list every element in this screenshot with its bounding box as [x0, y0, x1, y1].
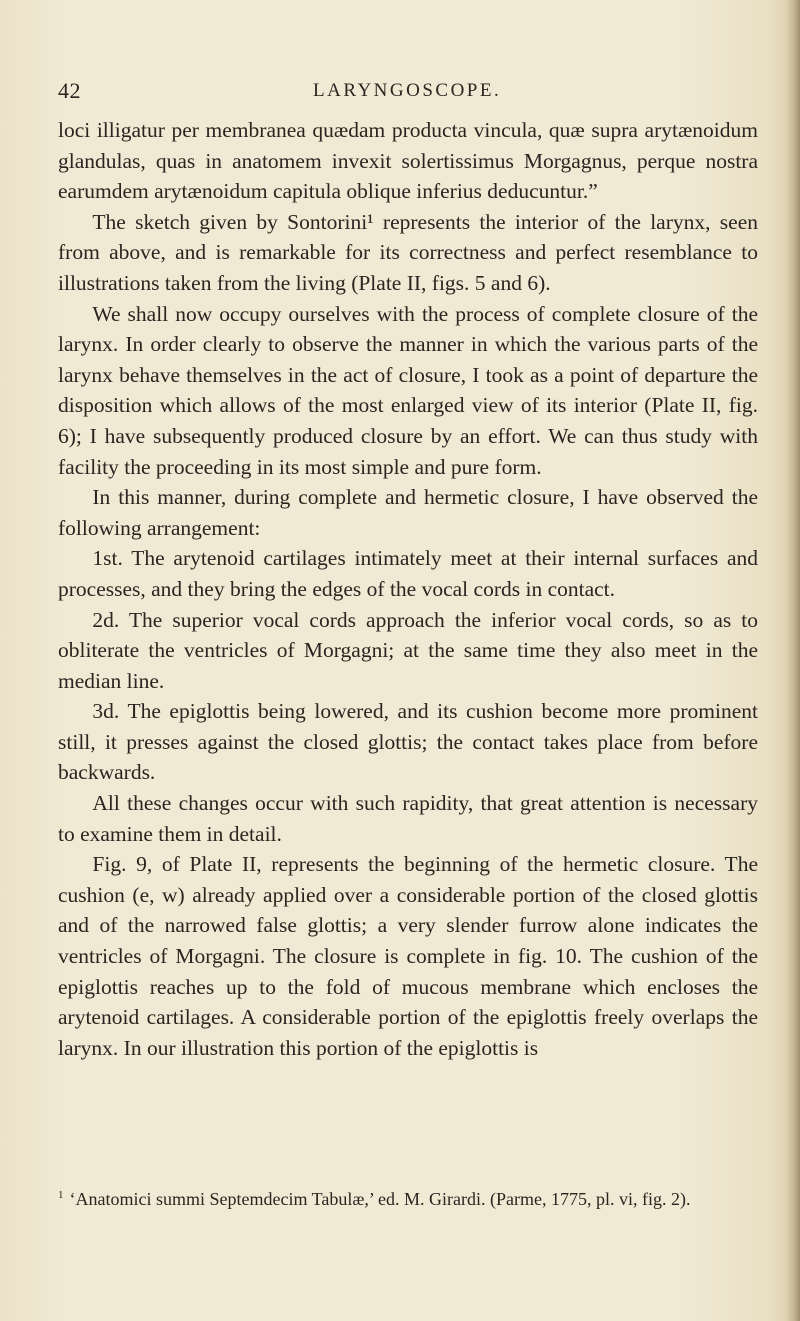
paragraph-quote-continuation: loci illigatur per membranea quædam producta vincula, quæ supra arytænoidum glandulas, quas in anatomem invexit solertissimus Morgagnus, perque nostra earumdem arytænoidum capitula oblique inferius deducuntur.”: [58, 118, 758, 204]
body-text: [58, 115, 758, 1063]
paragraph-rapidity: All these changes occur with such rapidity, that great attention is necessary to examine them in detail.: [58, 791, 758, 846]
page-header: [58, 78, 748, 108]
paragraph-fig-nine: Fig. 9, of Plate II, represents the beginning of the hermetic closure. The cushion (e, w) already applied over a considerable portion of the closed glottis and of the narrowed false glottis; a very slender furrow alone indicates the ventricles of Morgagni. The closure is complete in fig. 10. The cushion of the epiglottis reaches up to the fold of mucous membrane which encloses the arytenoid cartilages. A considerable portion of the epiglottis freely overlaps the larynx. In our illustration this portion of the epiglottis is: [58, 852, 758, 1060]
paragraph-complete-closure: We shall now occupy ourselves with the process of complete closure of the larynx. In order clearly to observe the manner in which the various parts of the larynx behave themselves in the act of closure, I took as a point of departure the disposition which allows of the most enlarged view of its interior (Plate II, fig. 6); I have subsequently produced closure by an effort. We can thus study with facility the proceeding in its most simple and pure form.: [58, 301, 758, 479]
footnote: [58, 1187, 758, 1212]
page-edge-shadow: [786, 0, 800, 1321]
paragraph-third-point: 3d. The epiglottis being lowered, and its cushion become more prominent still, it presses against the closed glottis; the contact takes place from before backwards.: [58, 699, 758, 785]
running-head: LARYNGOSCOPE.: [313, 80, 502, 101]
footnote-text: ‘Anatomici summi Septemdecim Tabulæ,’ ed. M. Girardi. (Parme, 1775, pl. vi, fig. 2).: [69, 1189, 691, 1209]
footnote-marker: 1: [58, 1189, 64, 1201]
paragraph-sontorini-sketch: The sketch given by Sontorini¹ represents the interior of the larynx, seen from above, and is remarkable for its correctness and perfect resemblance to illustrations taken from the living (Plate II, figs. 5 and 6).: [58, 209, 758, 295]
page-number: 42: [58, 78, 81, 103]
paragraph-observed-arrangement: In this manner, during complete and hermetic closure, I have observed the following arrangement:: [58, 485, 758, 540]
paragraph-second-point: 2d. The superior vocal cords approach the inferior vocal cords, so as to obliterate the ventricles of Morgagni; at the same time they also meet in the median line.: [58, 607, 758, 693]
paragraph-first-point: 1st. The arytenoid cartilages intimately meet at their internal surfaces and processes, and they bring the edges of the vocal cords in contact.: [58, 546, 758, 601]
